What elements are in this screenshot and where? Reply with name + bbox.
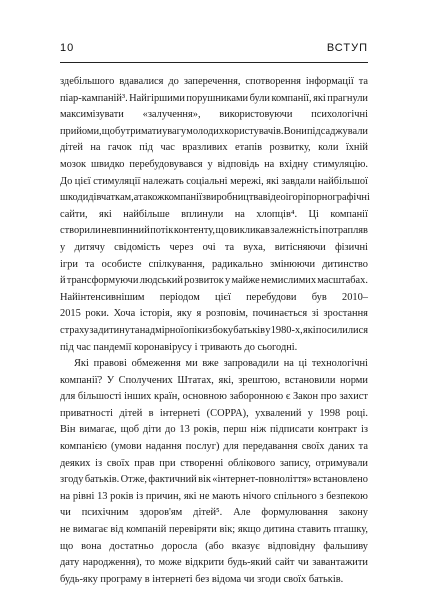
text-line: піар-кампаній³. Найгіршими порушниками були компанії, які прагнули bbox=[60, 92, 368, 104]
text-line: шкоди дівчаткам, а також компанії з виробництва відеоігор і порнографічні bbox=[60, 192, 370, 204]
running-head: ВСТУП bbox=[326, 42, 368, 54]
text-line: здебільшого вдавалися до заперечення, спотворення інформації та bbox=[60, 76, 368, 87]
text-line: будь-яку програму в інтернеті без відома чи згоди своїх батьків. bbox=[60, 573, 344, 585]
text-line: дітей на гачок під час вразливих етапів розвитку, коли їхній bbox=[60, 142, 368, 154]
text-line: не вимагає від компаній перевіряти вік; якщо дитина ставить пташку, bbox=[60, 524, 368, 536]
text-line: згоду батьків. Отже, фактичний вік «інтернет-повноліття» встановлено bbox=[60, 474, 368, 486]
text-line: прийоми, щоб утримати увагу молодих користувачів. Вони підсаджували bbox=[60, 125, 368, 137]
text-line: деяких із своїх прав при створенні облікового запису, отримували bbox=[60, 457, 368, 469]
text-line: на рівні 13 років із причин, які не мають нічого спільного з безпекою bbox=[60, 490, 368, 502]
text-line: 2015 роки. Хоча історія, яку я розповім, починається зі зростання bbox=[60, 308, 368, 320]
text-line: Найінтенсивнішим періодом цієї перебудови був 2010– bbox=[60, 291, 368, 303]
text-line: ігри та особисте спілкування, радикально змінюючи дитинство bbox=[60, 258, 368, 270]
text-line: що вона достатньо доросла (або вказує відповідну фальшиву bbox=[60, 540, 368, 552]
page-header bbox=[60, 40, 368, 63]
paragraph bbox=[60, 76, 368, 358]
text-line: приватності дітей в інтернеті (COPPA), ухвалений у 1998 році. bbox=[60, 407, 368, 419]
text-line: Він вимагає, щоб діти до 13 років, перш ніж підписати контракт із bbox=[60, 424, 368, 436]
text-line: під час пандемії коронавірусу і тривають до сьогодні. bbox=[60, 341, 298, 353]
text-line: й трансформуючи людський розвиток у майже немислимих масштабах. bbox=[60, 275, 368, 287]
text-line: компанії? У Сполучених Штатах, які, зрештою, встановили норми bbox=[60, 374, 368, 386]
text-line: мозок швидко перебудовувався у відповідь на вхідну стимуляцію. bbox=[60, 158, 368, 170]
text-line: створили невпинний потік контенту, що викликав залежність і потрапляв bbox=[60, 225, 368, 237]
body-text bbox=[60, 76, 368, 590]
text-line: дату народження), то може відкрити будь-який сайт чи завантажити bbox=[60, 557, 368, 569]
paragraph bbox=[60, 358, 368, 590]
text-line: Які правові обмеження ми вже запровадили на ці технологічні bbox=[74, 358, 368, 370]
text-line: максимізувати «залучення», використовуючи психологічні bbox=[60, 109, 368, 121]
text-line: сайти, які найбільше вплинули на хлопців⁴. Ці компанії bbox=[60, 208, 368, 220]
text-line: для більшості інших країн, основною заборонною є Закон про захист bbox=[60, 391, 368, 403]
text-line: До цієї стимуляції належать соціальні мережі, які завдали найбільшої bbox=[60, 175, 368, 187]
text-line: страху за дитину та надмірної опіки з боку батьків у 1980-х, які посилилися bbox=[60, 324, 368, 336]
page-number: 10 bbox=[60, 42, 75, 54]
text-line: чи психічним здоров'ям дітей⁵. Але формулювання закону bbox=[60, 507, 368, 519]
text-line: компанією (умови надання послуг) для передавання своїх даних та bbox=[60, 441, 368, 453]
text-line: у дитячу свідомість через очі та вуха, витісняючи фізичні bbox=[60, 241, 368, 253]
